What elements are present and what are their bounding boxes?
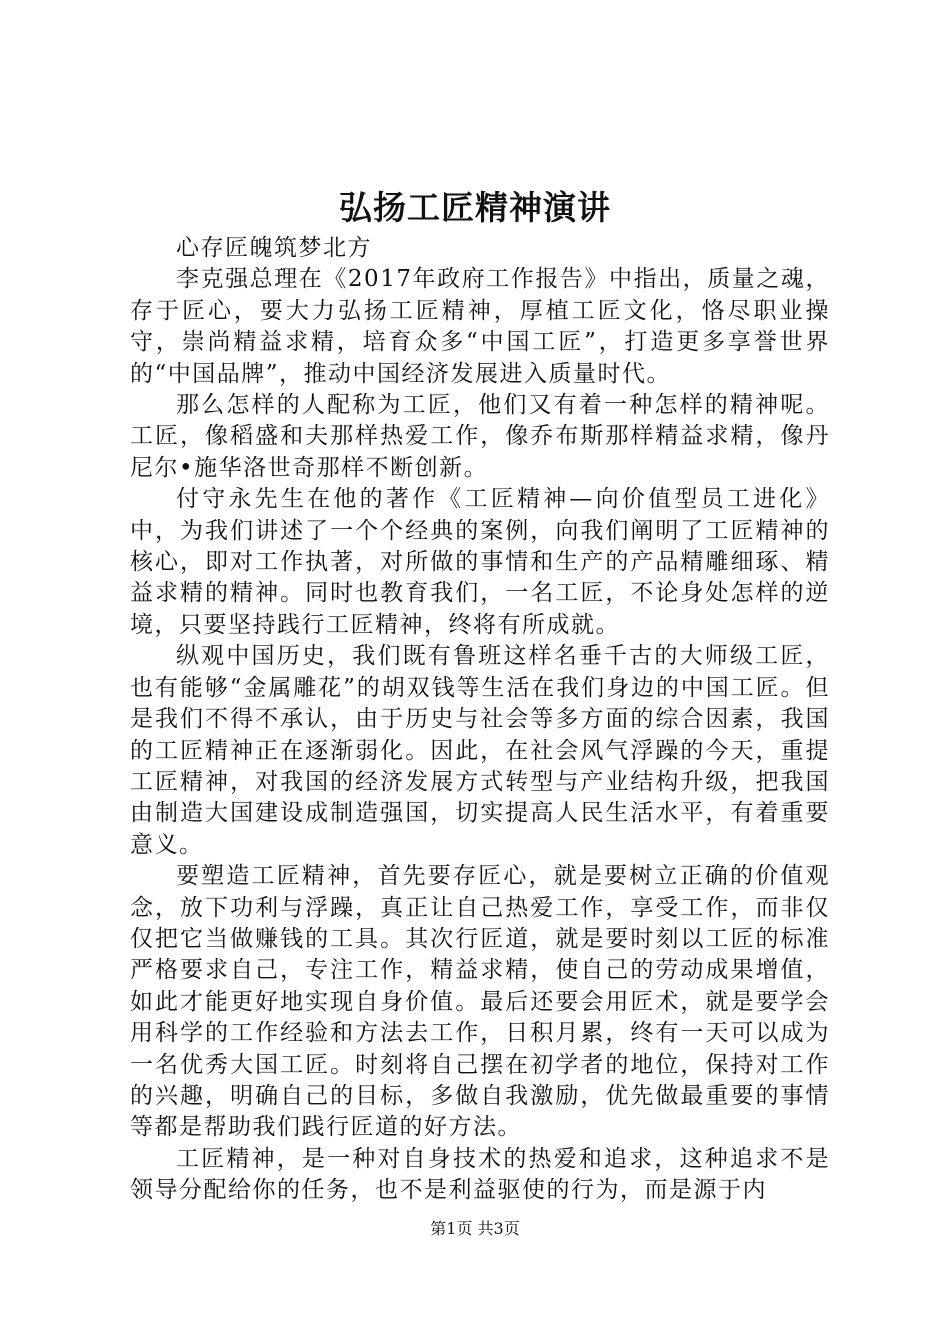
body-paragraph: 那么怎样的人配称为工匠，他们又有着一种怎样的精神呢。工匠，像稻盛和夫那样热爱工作，像乔布斯那样精益求精，像丹尼尔•施华洛世奇那样不断创新。	[130, 392, 830, 481]
page-number-footer: 第1页 共3页	[430, 1219, 520, 1238]
body-paragraph: 要塑造工匠精神，首先要存匠心，就是要树立正确的价值观念，放下功利与浮躁，真正让自己热爱工作，享受工作，而非仅仅把它当做赚钱的工具。其次行匠道，就是要时刻以工匠的标准严格要求自己，专注工作，精益求精，使自己的劳动成果增值，如此才能更好地实现自身价值。最后还要会用匠术，就是要学会用科学的工作经验和方法去工作，日积月累，终有一天可以成为一名优秀大国工匠。时刻将自己摆在初学者的地位，保持对工作的兴趣，明确自己的目标，多做自我激励，优先做最重要的事情等都是帮助我们践行匠道的好方法。	[130, 863, 830, 1141]
subtitle-paragraph: 心存匠魄筑梦北方	[176, 235, 372, 261]
body-paragraph: 纵观中国历史，我们既有鲁班这样名垂千古的大师级工匠，也有能够“金属雕花”的胡双钱等生活在我们身边的中国工匠。但是我们不得不承认，由于历史与社会等多方面的综合因素，我国的工匠精神正在逐渐弱化。因此，在社会风气浮躁的今天，重提工匠精神，对我国的经济发展方式转型与产业结构升级，把我国由制造大国建设成制造强国，切实提高人民生活水平，有着重要意义。	[130, 643, 830, 858]
body-paragraph: 李克强总理在《2017年政府工作报告》中指出，质量之魂，存于匠心，要大力弘扬工匠精神，厚植工匠文化，恪尽职业操守，崇尚精益求精，培育众多“中国工匠”，打造更多享誉世界的“中国品牌”，推动中国经济发展进入质量时代。	[130, 266, 830, 387]
body-paragraph: 付守永先生在他的著作《工匠精神—向价值型员工进化》中，为我们讲述了一个个经典的案例，向我们阐明了工匠精神的核心，即对工作执著，对所做的事情和生产的产品精雕细琢、精益求精的精神。同时也教育我们，一名工匠，不论身处怎样的逆境，只要坚持践行工匠精神，终将有所成就。	[130, 486, 830, 638]
document-title: 弘扬工匠精神演讲	[339, 188, 611, 227]
document-body	[130, 233, 830, 1207]
body-paragraph: 工匠精神，是一种对自身技术的热爱和追求，这种追求不是领导分配给你的任务，也不是利益驱使的行为，而是源于内	[130, 1145, 830, 1204]
